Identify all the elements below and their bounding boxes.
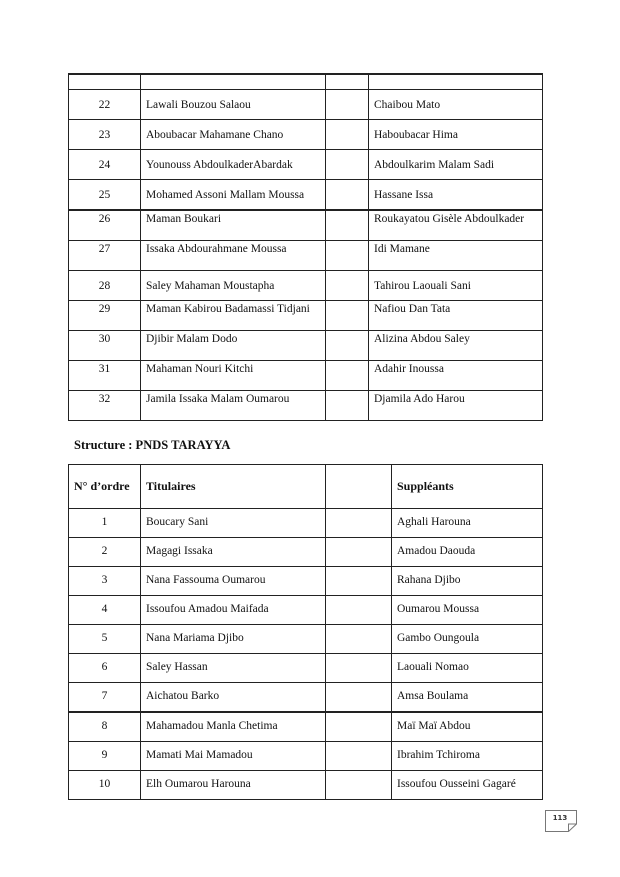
order-number-cell: 6 [69,654,141,683]
empty-cell [141,74,326,90]
empty-cell [326,654,392,683]
order-number-cell: 2 [69,538,141,567]
empty-cell [326,742,392,771]
titulaire-cell: Nana Fassouma Oumarou [141,567,326,596]
order-number-cell: 24 [69,150,141,180]
table-row [69,391,543,421]
titulaire-cell: Saley Mahaman Moustapha [141,271,326,301]
table-row [69,654,543,683]
titulaire-cell: Younouss AbdoulkaderAbardak [141,150,326,180]
titulaire-cell: Mohamed Assoni Mallam Moussa [141,180,326,211]
titulaire-cell: Djibir Malam Dodo [141,331,326,361]
page-number: 113 [552,814,568,822]
suppleant-cell: Roukayatou Gisèle Abdoulkader [369,210,543,241]
table-row [69,361,543,391]
titulaire-cell: Saley Hassan [141,654,326,683]
empty-cell [326,210,369,241]
empty-cell [326,241,369,271]
order-number-cell: 3 [69,567,141,596]
table-row [69,683,543,713]
suppleant-cell: Abdoulkarim Malam Sadi [369,150,543,180]
candidates-table-continued [68,73,543,421]
order-number-cell: 5 [69,625,141,654]
empty-cell [326,120,369,150]
table-row [69,538,543,567]
suppleant-cell: Chaibou Mato [369,90,543,120]
empty-cell [326,771,392,800]
order-number-cell: 4 [69,596,141,625]
table-row [69,120,543,150]
order-number-cell: 9 [69,742,141,771]
table-row [69,771,543,800]
empty-cell [326,712,392,742]
empty-cell [326,301,369,331]
order-number-cell: 10 [69,771,141,800]
suppleant-cell: Oumarou Moussa [392,596,543,625]
titulaire-cell: Aboubacar Mahamane Chano [141,120,326,150]
suppleant-cell: Haboubacar Hima [369,120,543,150]
order-number-cell: 31 [69,361,141,391]
table-row [69,712,543,742]
suppleant-cell: Rahana Djibo [392,567,543,596]
table-header-row [69,465,543,509]
empty-cell [326,538,392,567]
titulaire-cell: Nana Mariama Djibo [141,625,326,654]
titulaire-cell: Magagi Issaka [141,538,326,567]
table-row [69,625,543,654]
titulaire-cell: Issaka Abdourahmane Moussa [141,241,326,271]
order-number-cell: 32 [69,391,141,421]
order-number-cell: 28 [69,271,141,301]
titulaire-cell: Maman Boukari [141,210,326,241]
suppleant-cell: Tahirou Laouali Sani [369,271,543,301]
suppleant-cell: Amadou Daouda [392,538,543,567]
order-number-cell: 22 [69,90,141,120]
table-row [69,180,543,211]
empty-cell [326,74,369,90]
table-row [69,596,543,625]
suppleant-cell: Laouali Nomao [392,654,543,683]
table-row [69,567,543,596]
suppleant-cell: Ibrahim Tchiroma [392,742,543,771]
empty-cell [326,683,392,713]
titulaire-cell: Boucary Sani [141,509,326,538]
empty-cell [369,74,543,90]
table-row [69,150,543,180]
order-number-cell: 1 [69,509,141,538]
suppleant-cell: Nafiou Dan Tata [369,301,543,331]
order-number-cell: 30 [69,331,141,361]
suppleant-cell: Maï Maï Abdou [392,712,543,742]
table-row [69,742,543,771]
order-number-cell: 26 [69,210,141,241]
titulaire-cell: Issoufou Amadou Maifada [141,596,326,625]
header-titulaires: Titulaires [141,465,326,509]
suppleant-cell: Aghali Harouna [392,509,543,538]
empty-cell [326,331,369,361]
suppleant-cell: Issoufou Ousseini Gagaré [392,771,543,800]
empty-cell [69,74,141,90]
table-row [69,90,543,120]
titulaire-cell: Aichatou Barko [141,683,326,713]
empty-cell [326,596,392,625]
header-suppleants: Suppléants [392,465,543,509]
empty-cell [326,180,369,211]
table-row [69,331,543,361]
empty-cell [326,150,369,180]
table-row [69,271,543,301]
order-number-cell: 23 [69,120,141,150]
suppleant-cell: Amsa Boulama [392,683,543,713]
suppleant-cell: Idi Mamane [369,241,543,271]
empty-cell [326,90,369,120]
order-number-cell: 25 [69,180,141,211]
empty-cell [326,391,369,421]
titulaire-cell: Maman Kabirou Badamassi Tidjani [141,301,326,331]
order-number-cell: 29 [69,301,141,331]
table-row [69,509,543,538]
suppleant-cell: Alizina Abdou Saley [369,331,543,361]
suppleant-cell: Adahir Inoussa [369,361,543,391]
empty-cell [326,625,392,654]
page-number-badge [545,810,577,832]
order-number-cell: 27 [69,241,141,271]
table-row [69,301,543,331]
empty-cell [326,271,369,301]
pnds-tarayya-table [68,464,543,800]
empty-cell [326,361,369,391]
empty-cell [326,567,392,596]
titulaire-cell: Mamati Mai Mamadou [141,742,326,771]
empty-cell [326,509,392,538]
titulaire-cell: Elh Oumarou Harouna [141,771,326,800]
header-order-number: N° d’ordre [69,465,141,509]
table-row [69,210,543,241]
titulaire-cell: Jamila Issaka Malam Oumarou [141,391,326,421]
titulaire-cell: Lawali Bouzou Salaou [141,90,326,120]
table-row [69,241,543,271]
empty-cell [326,465,392,509]
titulaire-cell: Mahamadou Manla Chetima [141,712,326,742]
structure-heading: Structure : PNDS TARAYYA [74,438,231,452]
order-number-cell: 7 [69,683,141,713]
titulaire-cell: Mahaman Nouri Kitchi [141,361,326,391]
suppleant-cell: Gambo Oungoula [392,625,543,654]
order-number-cell: 8 [69,712,141,742]
suppleant-cell: Djamila Ado Harou [369,391,543,421]
suppleant-cell: Hassane Issa [369,180,543,211]
